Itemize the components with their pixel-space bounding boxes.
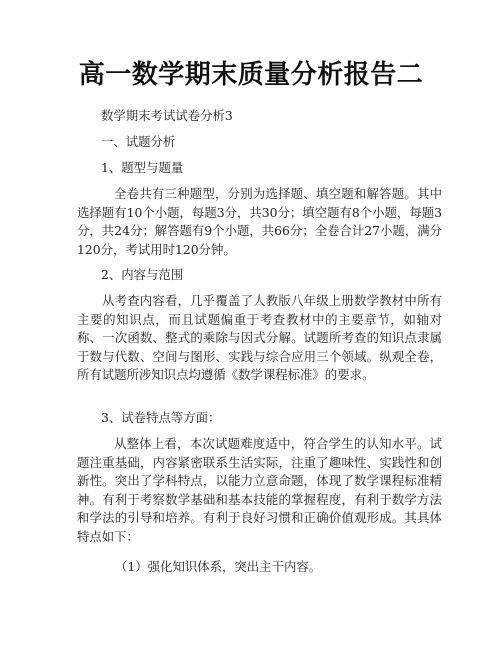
paragraph-3: 从整体上看，本次试题难度适中，符合学生的认知水平。试题注重基础，内容紧密联系生活实际，注重了趣味性、实践性和创新性。突出了学科特点，以能力立意命题，体现了数学课程标准精神。有利于考察数学基础和基本技能的掌握程度，有利于数学方法和学法的引导和培养。有利于良好习惯和正确价值观形成。其具体特点如下： [77,436,442,544]
item-heading-2: 2、内容与范围 [101,267,184,282]
document-title: 高一数学期末质量分析报告二 [78,60,424,90]
paragraph-1: 全卷共有三种题型，分别为选择题、填空题和解答题。其中选择题有10个小题，每题3分，共30分；填空题有8个小题，每题3分，共24分；解答题有9个小题，共66分；全卷合计27小题，满分120分，考试用时120分钟。 [77,186,442,257]
list-point-1: （1）强化知识体系，突出主干内容。 [115,559,322,574]
item-heading-3: 3、试卷特点等方面： [101,410,221,425]
item-heading-1: 1、题型与题量 [101,160,184,175]
paragraph-2: 从考查内容看，几乎覆盖了人教版八年级上册数学教材中所有主要的知识点，而且试题偏重于考查教材中的主要章节，如轴对称、一次函数、整式的乘除与因式分解。试题所考查的知识点隶属于数与代数、空间与图形、实践与综合应用三个领域。纵观全卷，所有试题所涉知识点均遵循《数学课程标准》的要求。 [77,293,442,382]
section-heading: 一、试题分析 [101,134,176,149]
document-subtitle: 数学期末考试试卷分析3 [101,108,233,123]
